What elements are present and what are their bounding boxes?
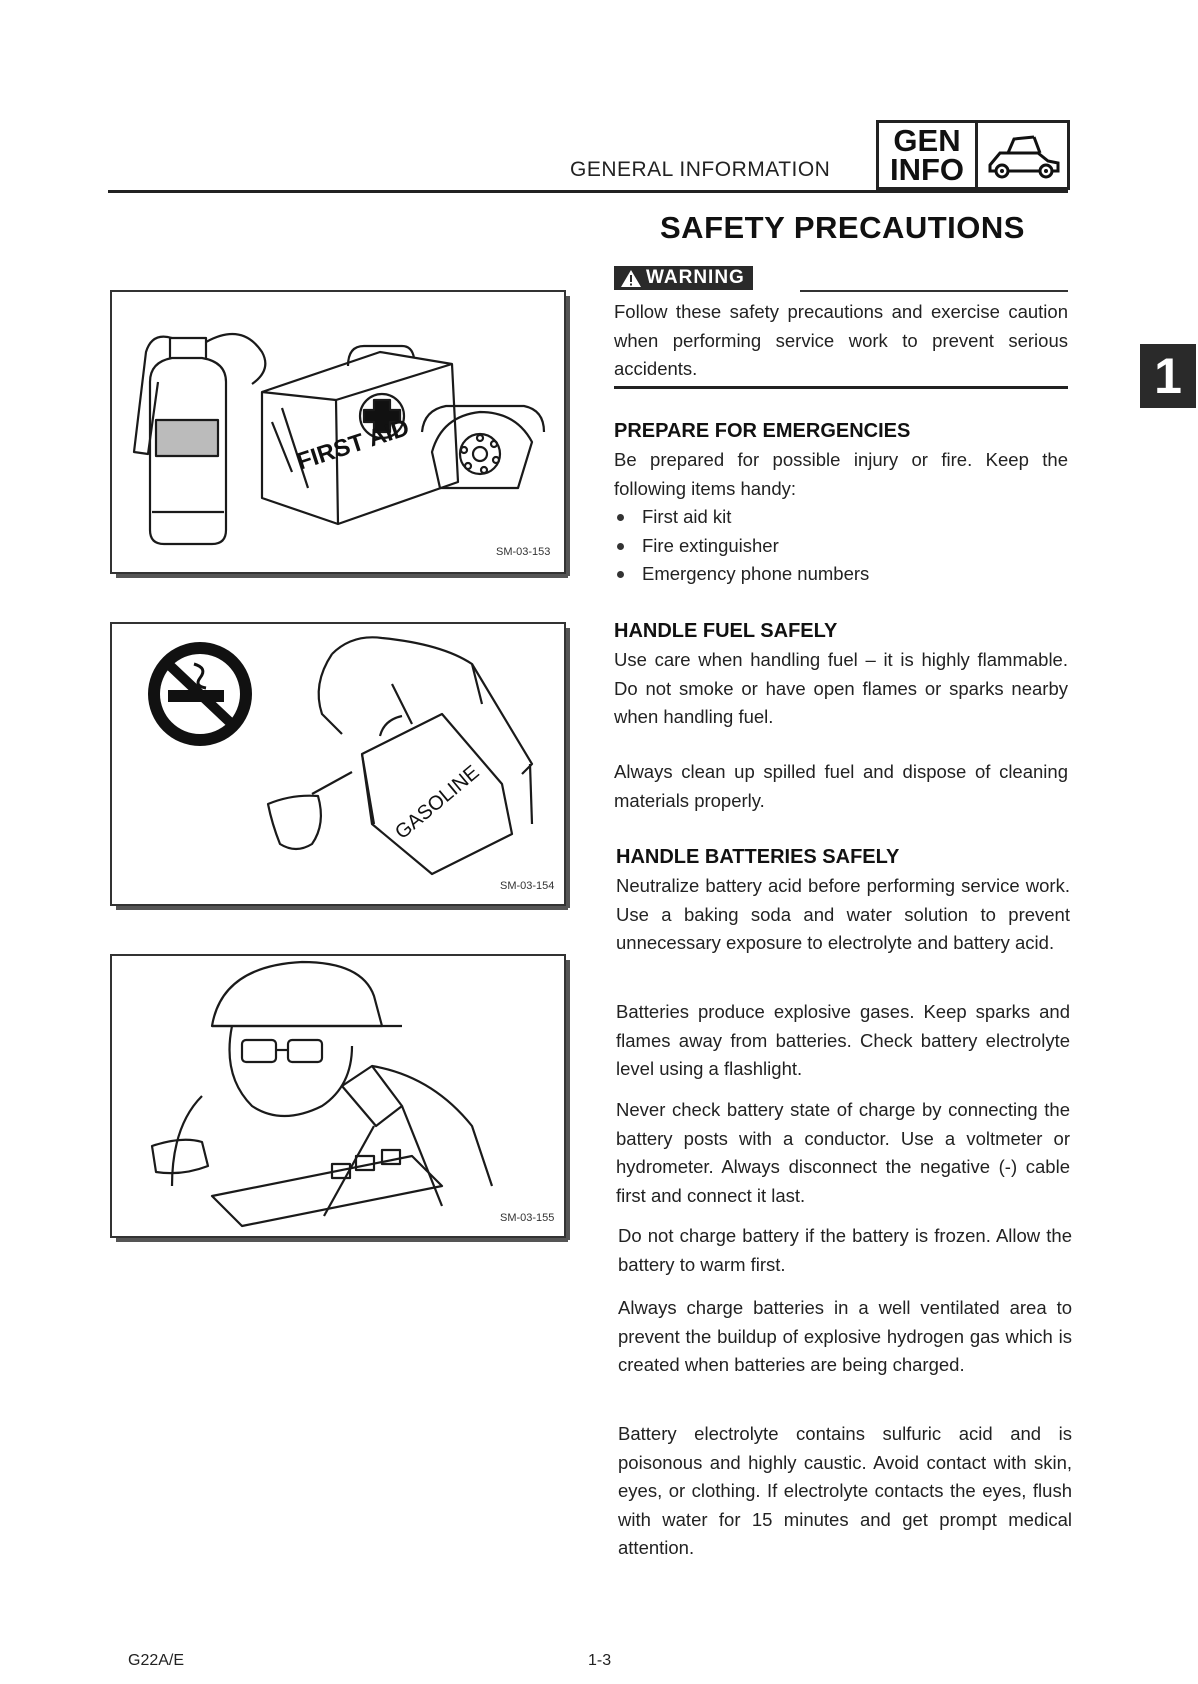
warning-triangle-icon <box>620 269 642 288</box>
list-item: Fire extinguisher <box>614 532 1068 561</box>
figure-code: SM-03-154 <box>500 880 555 892</box>
warning-bottom-rule <box>614 386 1068 389</box>
figure-emergency-items <box>110 290 566 574</box>
warning-label: WARNING <box>646 267 745 288</box>
header-rule <box>108 190 1068 193</box>
list-item: Emergency phone numbers <box>614 560 1068 589</box>
warning-top-rule <box>800 290 1068 292</box>
batteries-para-6: Battery electrolyte contains sulfuric acid and is poisonous and highly caustic. Avoid contact with skin, eyes, or clothing. If electrolyte contacts the eyes, flush with water for 15 minutes and get prompt medical attention. <box>618 1423 1072 1558</box>
heading-fuel: HANDLE FUEL SAFELY <box>614 620 838 642</box>
chapter-tab: 1 <box>1140 344 1196 408</box>
page-title: SAFETY PRECAUTIONS <box>660 210 1025 245</box>
gen-info-badge <box>876 120 978 190</box>
heading-batteries: HANDLE BATTERIES SAFELY <box>616 846 900 868</box>
emergencies-list <box>614 503 1068 589</box>
fuel-illustration <box>112 624 564 904</box>
no-smoking-icon <box>148 642 252 746</box>
batteries-para-1: Neutralize battery acid before performing service work. Use a baking soda and water solution to prevent unnecessary exposure to electrolyte and battery acid. <box>616 875 1070 953</box>
batteries-para-4: Do not charge battery if the battery is frozen. Allow the battery to warm first. <box>618 1225 1072 1275</box>
golf-cart-icon <box>978 120 1070 190</box>
figure-code: SM-03-153 <box>496 546 551 558</box>
batteries-para-5: Always charge batteries in a well ventilated area to prevent the buildup of explosive hydrogen gas which is created when batteries are being charged. <box>618 1297 1072 1375</box>
footer-model: G22A/E <box>128 1652 185 1669</box>
footer-page-number: 1-3 <box>588 1652 612 1669</box>
warning-badge <box>614 266 753 290</box>
can-label: GASOLINE <box>391 761 484 844</box>
fuel-para-1: Use care when handling fuel – it is highly flammable. Do not smoke or have open flames or sparks nearby when handling fuel. <box>614 649 1068 727</box>
fuel-para-2: Always clean up spilled fuel and dispose of cleaning materials properly. <box>614 761 1068 811</box>
battery-illustration <box>112 956 564 1236</box>
section-title: GENERAL INFORMATION <box>570 158 831 181</box>
kit-label: FIRST AID <box>293 414 413 476</box>
figure-fuel-handling <box>110 622 566 906</box>
figure-battery-check <box>110 954 566 1238</box>
emergency-illustration <box>112 292 564 572</box>
figure-code: SM-03-155 <box>500 1212 555 1224</box>
badge-line-1: GEN <box>893 123 961 158</box>
list-item: First aid kit <box>614 503 1068 532</box>
batteries-para-3: Never check battery state of charge by connecting the battery posts with a conductor. Use a voltmeter or hydrometer. Always disconnect the negative (-) cable first and connect it last. <box>616 1099 1070 1206</box>
heading-emergencies: PREPARE FOR EMERGENCIES <box>614 420 911 442</box>
badge-line-2: INFO <box>889 152 965 187</box>
batteries-para-2: Batteries produce explosive gases. Keep sparks and flames away from batteries. Check battery electrolyte level using a flashlight. <box>616 1001 1070 1079</box>
warning-text: Follow these safety precautions and exercise caution when performing service work to prevent serious accidents. <box>614 301 1068 379</box>
emergencies-intro: Be prepared for possible injury or fire. Keep the following items handy: <box>614 449 1068 499</box>
